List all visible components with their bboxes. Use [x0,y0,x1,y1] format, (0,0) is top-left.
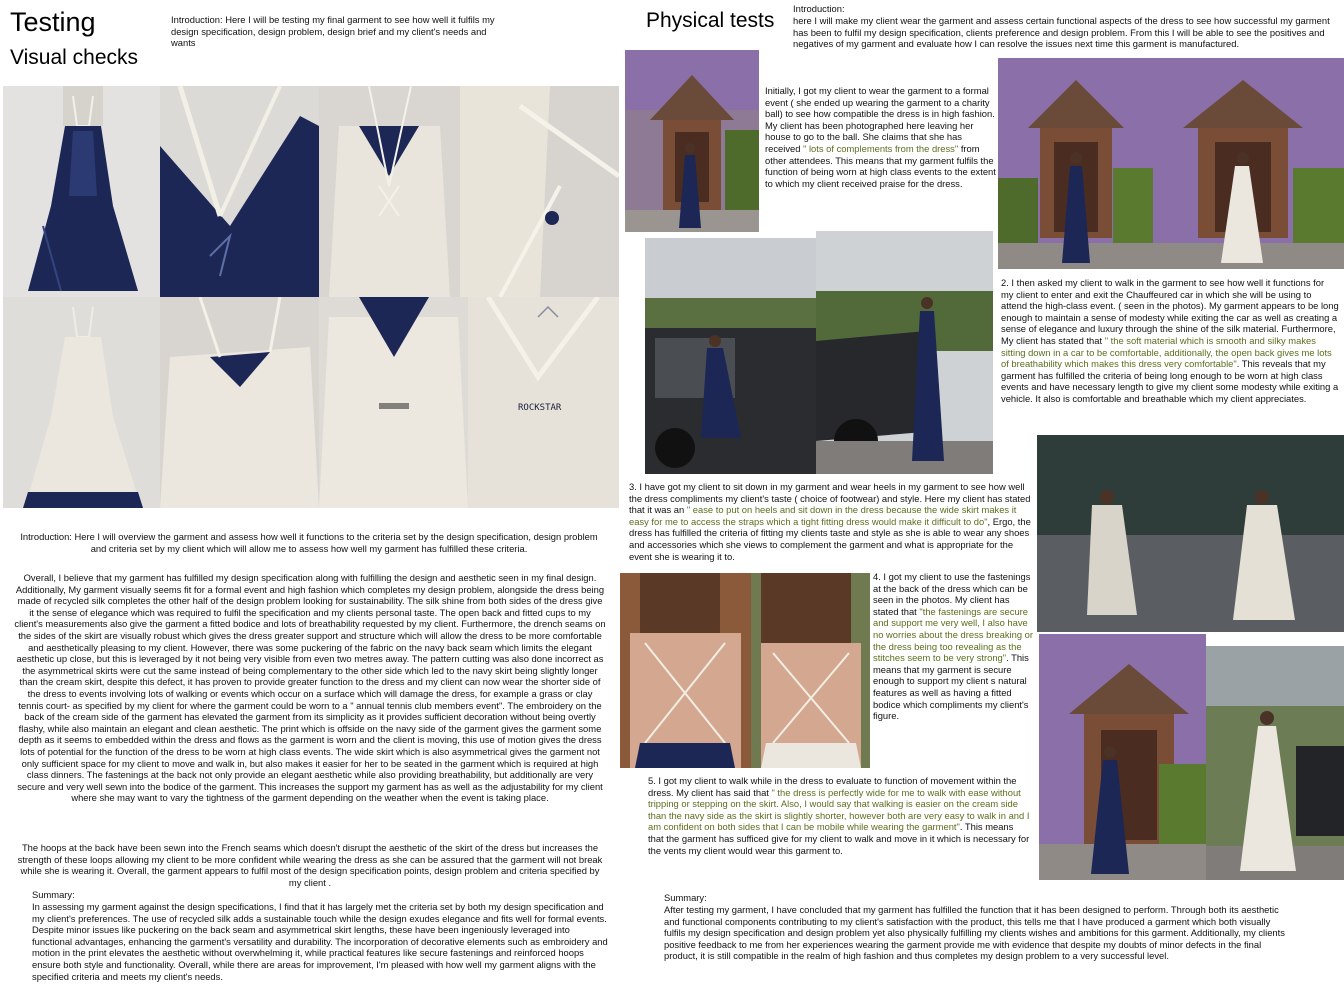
heading-physical-tests: Physical tests [646,9,775,32]
photo-walking-navy [1039,634,1206,880]
photo-navy-bodice-closeup [160,86,319,297]
physical-intro-label: Introduction: [793,3,845,14]
photo-cream-bodice-closeup [160,297,319,508]
photo-strap-loops-closeup [460,86,619,297]
photo-rockstar-embroidery [468,297,619,508]
test-1-text: Initially, I got my client to wear the garment to a formal event ( she ended up wearing the garment to a charity ball) to see how compatible the dress is in high fashion. My client has been photographed here leaving her house to go to the ball. She claims that she has received " lots of complements from the dress" from other attendees. This means that my garment fulfils the function of being worn at high class events to the extent to which my client received praise for the dress. [765,85,996,189]
test-3-text: 3. I have got my client to sit down in my garment and wear heels in my garment to see how well the dress compliments my client's taste ( choice of footwear) and style. Here my client has stated that it was an " ease to put on heels and sit down in the dress because the wide skirt makes it easy for me to access the straps which a tight fitting dress would make it difficult to do", Ergo, the dress has fulfilled the criteria of fitting my clients taste and style as she is able to wear any shoes and accessories which she views to complement the garment and what is appropriate for the event she is wearing it to. [629,481,1031,562]
photo-cream-dress-front [3,297,160,508]
visual-overview: Introduction: Here I will overview the garment and assess how well it functions to the criteria set by the design specification, design problem and criteria set by my client which will allow me to assess how well my garment has fulfilled these criteria. [20,531,598,554]
heading-visual-checks: Visual checks [10,46,139,69]
photo-fastenings-navy-back [620,573,751,768]
photo-car-standing [816,231,993,474]
photo-house-cream-side [1153,58,1344,269]
physical-intro: here I will make my client wear the garment and assess certain functional aspects of the dress to see how successful my garment has been to fulfil my design specification, clients preference and design problem. From this I will be able to see the positives and negatives of my garment and evaluate how I can resolve the issues next time this garment is manufactured. [793,15,1330,50]
page-title-testing: Testing [10,7,96,37]
photo-house-navy-side [998,58,1153,269]
embroidery-label-text: ROCKSTAR [518,403,562,413]
visual-paragraph-1: Overall, I believe that my garment has fulfilled my design specification along with fulfilling the design and aesthetic seen in my final design. Additionally, My garment visually seems fit for a formal event and high fashion which completes my design problem, alongside the dress being made of recycled silk completes the other half of the design problem looking for sustainability. The silk shine from both sides of the dress give it the sense of elegance which was required to fulfil the specification and my clients personal taste. The open back and fitted cups to my client's measurements also give the garment a fitted bodice and lots of breathability requested by my client. Furthermore, the drench seams on the sides of the skirt are visually robust which gives the dress greater support and structure which will allow the dress to be more comfortable and aesthetically pleasing to my client. However, there was some puckering of the fabric on the navy back seam which limits the elegant aesthetic up close, but this is leveraged by it not being very visible from even two metres away. The pattern cutting was also done incorrect as the asymmetrical skirts were cut the same instead of being complementary to the other side which led to the navy skirt being slightly longer than the cream skirt, despite this defect, it has proven to provide greater function to the dress and my client can now wear the shorter side of the dress to events involving lots of walking or events which occur on a surface which will damage the dress, for example a grass or clay tennis court- as specified by my client for where the garment could be worn to a " annual tennis club members event". The embroidery on the back of the cream side of the garment has elevated the garment from its simplicity as it provides sufficient decoration without being overtly flashy, while also maintain an elegant and clean aesthetic. The print which is offside on the navy side of the garment gives the garment some depth as it seems to embedded within the dress and flows as the garment is worn and the client is moving, this use of motion gives the dress lots of potential for the function of the dress to be worn at high class events. The wide skirt which is also asymmetrical gives the garment not only sufficient space for my client to move and walk in, but also makes it easier for her to be seated in the garment which is required at high class dinners. The fastenings at the back not only provide an elegant aesthetic while also providing breathability, but additionally are very secure and very well sewn into the bodice of the garment. This increases the support my garment has as well as the adjustability for my client where she may want to vary the tightness of the garment depending on the weather when the event is taking place. [14,572,606,804]
photo-sofa-cream [1187,435,1344,632]
photo-car-exit-seated [645,238,816,474]
test-2-text: 2. I then asked my client to walk in the garment to see how well it functions for my client to enter and exit the Chauffeured car in which she will be using to attend the high-class event. ( seen in the photos). My garment appears to be long enough to maintain a sense of modesty while exiting the car as well as creating a sense of elegance and luxury through the shine of the silk material. Furthermore, My client has stated that " the soft material which is smooth and silky makes sitting down in a car to be comfortable, additionally, the open back gives me lots of breathability which makes this dress very comfortable". This reveals that my garment has fulfilled the criteria of being long enough to be worn at high class events and have necessary length to give my client some modesty while exiting a vehicle. It also is comfortable and breathable which my client appreciates. [1001,277,1339,404]
photo-fastenings-cream-back [751,573,870,768]
physical-summary-label: Summary: [664,892,707,903]
photo-leaving-house-navy [625,50,759,232]
photo-navy-back-straps [319,86,460,297]
photo-sofa-navy [1037,435,1187,632]
physical-summary: After testing my garment, I have concluded that my garment has fulfilled the function that it has been designed to perform. Through both its aesthetic and functional components contributing to my client's satisfaction with the product, this tells me that I have produced a garment which both visually fulfils my design specification and design problem yet also physically fulfilling my clients wishes and ambitions for this garment. Additionally, my clients positive feedback to me from her experiences wearing the garment provide me with evidence that despite my doubts of minor defects in the final product, it is still compatible in the realm of high fashion and thus completes my design problem to a very successful level. [664,904,1285,962]
test-4-text: 4. I got my client to use the fastenings at the back of the dress which can be seen in the photos. My client has stated that "the fastenings are secure and support me very well, I also have no worries about the dress breaking or the dress being too revealing as the stitches seem to be very strong". This means that my garment is secure enough to support my client s natural features as well as having a fitted bodice which compliments my client's figure. [873,571,1033,722]
photo-cream-back-label [319,297,468,508]
visual-paragraph-2: The hoops at the back have been sewn into the French seams which doesn't disrupt the aesthetic of the skirt of the dress but increases the strength of these loops allowing my client to be more confident while wearing the dress as she can be assured that the garment will not break while she is wearing it. Overall, the garment appears to fulfil most of the design specification points, design problem and criteria specified by my client . [17,842,603,888]
photo-walking-cream [1206,646,1344,880]
visual-summary: In assessing my garment against the design specifications, I find that it has largely met the criteria set by both my design specification and my client's preferences. The use of recycled silk adds a sustainable touch while the design exudes elegance and fits well for formal events. Despite minor issues like puckering on the back seam and asymmetrical skirt lengths, these have been ingeniously leveraged into functional advantages, enhancing the garment's versatility and durability. The incorporation of decorative elements such as embroidery and motion in the print elevates the aesthetic without overwhelming it, while practical features like secure fastenings and reinforced hoops ensure both style and functionality. Overall, while there are areas for improvement, I'm pleased with how well my garment aligns with the specified criteria and meets my client's needs. [32,901,608,982]
visual-summary-label: Summary: [32,889,75,900]
test-5-text: 5. I got my client to walk while in the dress to evaluate to function of movement within the dress. My client has said that " the dress is perfectly wide for me to walk with ease without tripping or stepping on the skirt. Also, I would say that walking is easier on the cream side than the navy side as the skirt is slightly shorter, however both are very easy to walk in and I am confident on both sides that I can be mobile while wearing the garment". This means that the garment has sufficed give for my client to walk and move in it which is necessary for the vents my client would wear this garment to. [648,775,1030,856]
visual-intro: Introduction: Here I will be testing my final garment to see how well it fulfils my design specification, design problem, design brief and my client's needs and wants [171,14,495,49]
photo-navy-dress-front [3,86,160,297]
